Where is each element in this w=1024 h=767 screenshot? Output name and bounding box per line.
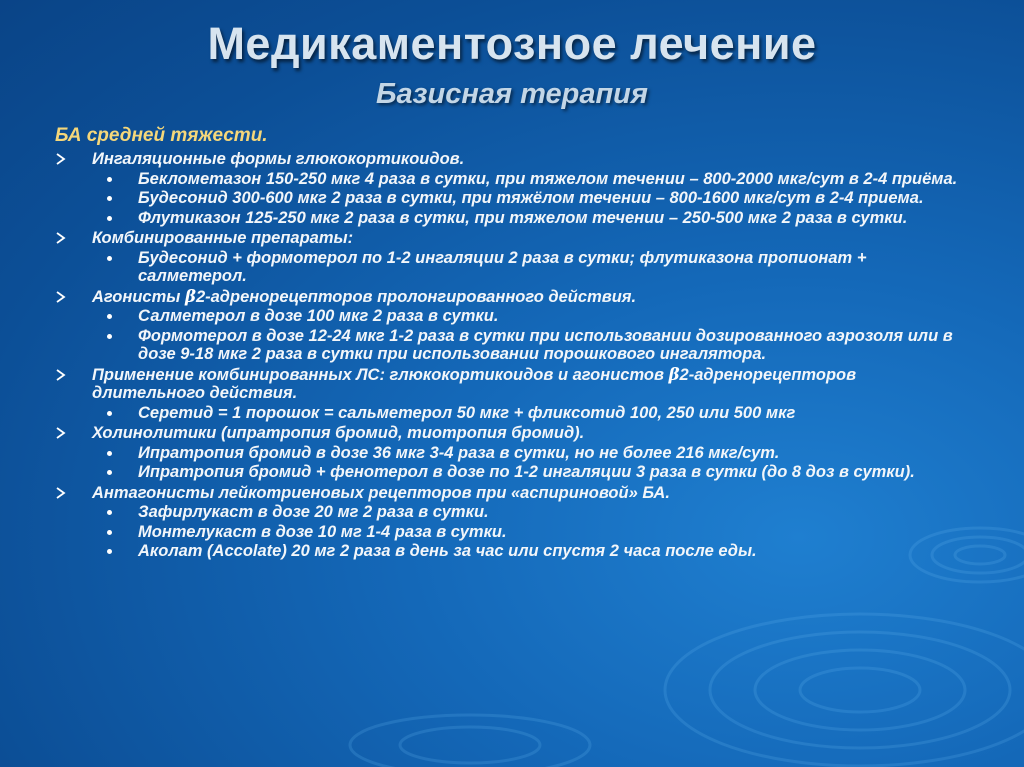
section-beta2-agonists — [55, 288, 965, 307]
list-item: Зафирлукаст в дозе 20 мг 2 раза в сутки. — [55, 503, 965, 522]
section-label: Комбинированные препараты: — [92, 229, 354, 247]
dot-bullet-icon — [107, 530, 112, 535]
list-item: Будесонид 300-600 мкг 2 раза в сутки, при тяжёлом течении – 800-1600 мкг/сут в 2-4 приема. — [55, 189, 965, 208]
slide-title: Медикаментозное лечение — [207, 18, 817, 69]
section-items — [55, 249, 965, 286]
section-ics — [55, 150, 965, 169]
section-items — [55, 444, 965, 482]
list-item: Монтелукаст в дозе 10 мг 1-4 раза в сутки. — [55, 523, 965, 542]
list-item: Серетид = 1 порошок = сальметерол 50 мкг + фликсотид 100, 250 или 500 мкг — [55, 404, 965, 423]
dot-bullet-icon — [107, 196, 112, 201]
section-combined — [55, 229, 965, 248]
dot-bullet-icon — [107, 470, 112, 475]
dot-bullet-icon — [107, 451, 112, 456]
list-item: Беклометазон 150-250 мкг 4 раза в сутки, при тяжелом течении – 800-2000 мкг/сут в 2-4 приёма. — [55, 170, 965, 189]
section-leukotriene-antagonists — [55, 484, 965, 503]
dot-bullet-icon — [107, 549, 112, 554]
section-items — [55, 404, 965, 423]
arrow-bullet-icon — [55, 486, 67, 500]
section-cholinolytics — [55, 424, 965, 443]
section-items — [55, 307, 965, 364]
list-item: Формотерол в дозе 12-24 мкг 1-2 раза в сутки при использовании дозированного аэрозоля или в дозе 9-18 мкг 2 раза в сутки при использовании порошкового ингалятора. — [55, 327, 965, 364]
dot-bullet-icon — [107, 256, 112, 261]
list-item: Ипратропия бромид в дозе 36 мкг 3-4 раза в сутки, но не более 216 мкг/сут. — [55, 444, 965, 463]
section-items — [55, 503, 965, 561]
section-label: Ингаляционные формы глюкокортикоидов. — [92, 150, 465, 168]
section-label: Антагонисты лейкотриеновых рецепторов при «аспириновой» БА. — [92, 483, 670, 502]
section-label: Агонисты β2-адренорецепторов пролонгированного действия. — [92, 286, 637, 306]
beta-symbol: β — [184, 286, 196, 306]
section-items — [55, 170, 965, 228]
severity-heading: БА средней тяжести. — [55, 125, 268, 146]
list-item: Аколат (Accolate) 20 мг 2 раза в день за час или спустя 2 часа после еды. — [55, 542, 965, 561]
content-area — [55, 125, 965, 563]
arrow-bullet-icon — [55, 368, 67, 382]
arrow-bullet-icon — [55, 290, 67, 304]
section-label: Применение комбинированных ЛС: глюкокортикоидов и агонистов β2-адренорецепторов длительного действия. — [92, 364, 857, 402]
dot-bullet-icon — [107, 334, 112, 339]
dot-bullet-icon — [107, 216, 112, 221]
section-label: Холинолитики (ипратропия бромид, тиотропия бромид). — [92, 424, 585, 442]
dot-bullet-icon — [107, 510, 112, 515]
dot-bullet-icon — [107, 314, 112, 319]
section-combined-drugs — [55, 366, 965, 403]
beta-symbol: β — [668, 364, 680, 384]
arrow-bullet-icon — [55, 152, 67, 166]
list-item: Флутиказон 125-250 мкг 2 раза в сутки, при тяжелом течении – 250-500 мкг 2 раза в сутки. — [55, 209, 965, 228]
dot-bullet-icon — [107, 411, 112, 416]
dot-bullet-icon — [107, 177, 112, 182]
arrow-bullet-icon — [55, 231, 67, 245]
arrow-bullet-icon — [55, 426, 67, 440]
list-item: Салметерол в дозе 100 мкг 2 раза в сутки. — [55, 307, 965, 326]
list-item: Ипратропия бромид + фенотерол в дозе по 1-2 ингаляции 3 раза в сутки (до 8 доз в сутки). — [55, 463, 965, 482]
slide-subtitle: Базисная терапия — [376, 78, 648, 110]
list-item: Будесонид + формотерол по 1-2 ингаляции 2 раза в сутки; флутиказона пропионат + салметерол. — [55, 249, 965, 286]
